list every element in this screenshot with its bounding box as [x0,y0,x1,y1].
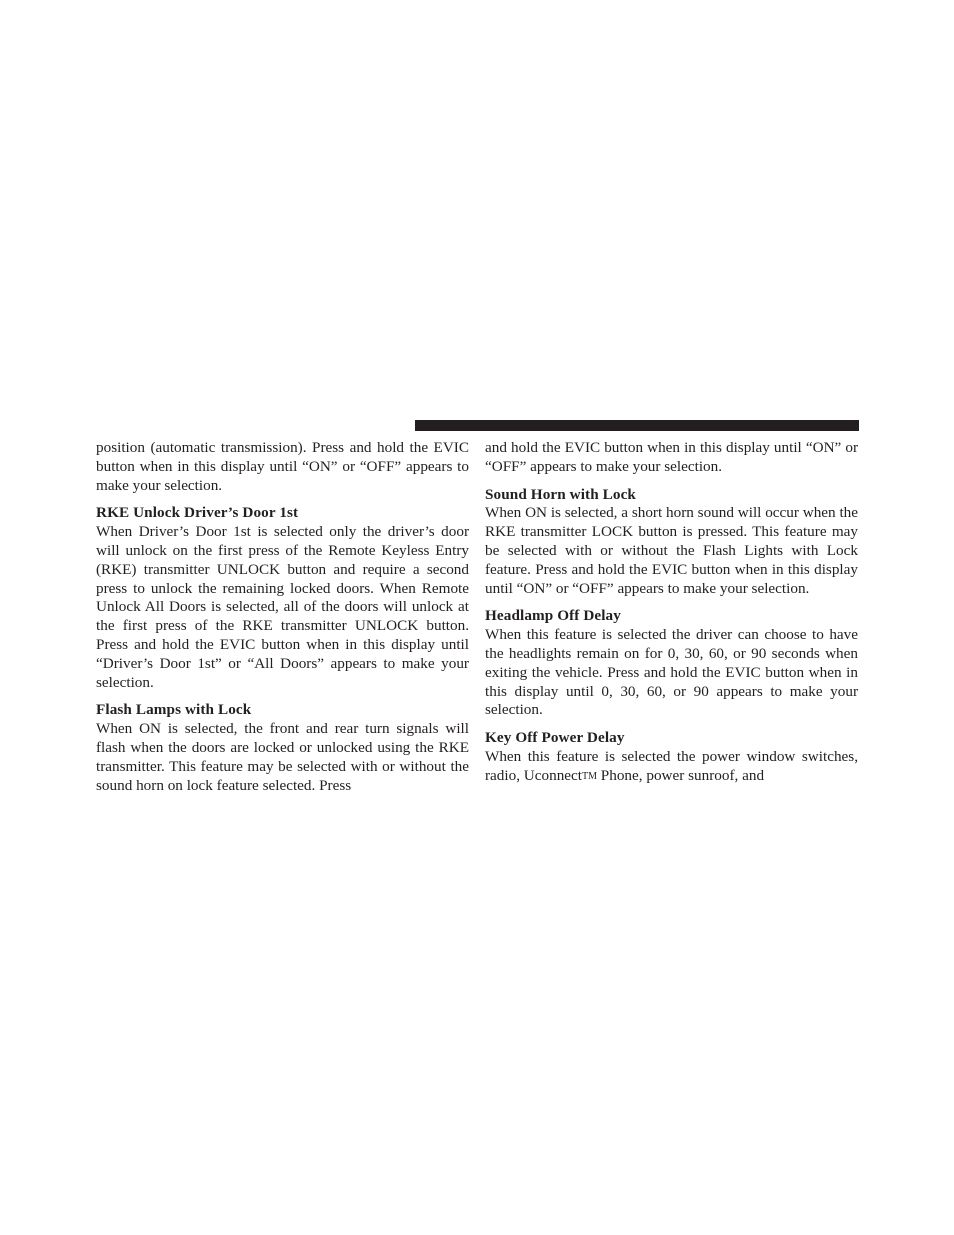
paragraph-headlamp-off-delay: When this feature is selected the driver can choose to have the headlights remain on for 0, 30, 60, or 90 seconds when exiting the vehicle. Press and hold the EVIC button when in this display until 0, 30, 60, or 90 appears to make your selection. [485,626,858,719]
paragraph-rke-unlock-drivers-door: When Driver’s Door 1st is selected only the driver’s door will unlock on the first press of the Remote Keyless Entry (RKE) transmitter UNLOCK button and require a second press to unlock the remaining locked doors. When Remote Unlock All Doors is selected, all of the doors will unlock at the first press of the RKE transmitter UNLOCK button. Press and hold the EVIC button when in this display until “Driver’s Door 1st” or “All Doors” appears to make your selection. [96,523,469,691]
trademark-mark: TM [582,770,597,782]
key-off-text-start: When this feature is selected the power window switches, radio, Uconnect [485,747,858,784]
paragraph-flash-lamps-with-lock: When ON is selected, the front and rear turn signals will flash when the doors are locked or unlocked using the RKE transmitter. This feature may be selected with or without the sound horn on lock feature selected. Press [96,720,469,794]
heading-rke-unlock-drivers-door: RKE Unlock Driver’s Door 1st [96,504,299,522]
heading-headlamp-off-delay: Headlamp Off Delay [485,607,621,625]
right-intro-paragraph: and hold the EVIC button when in this display until “ON” or “OFF” appears to make your selection. [485,439,858,475]
heading-flash-lamps-with-lock: Flash Lamps with Lock [96,701,252,719]
left-column [96,439,469,795]
right-column [485,439,858,787]
key-off-text-end: Phone, power sunroof, and [597,766,765,784]
heading-key-off-power-delay: Key Off Power Delay [485,729,625,747]
left-intro-paragraph: position (automatic transmission). Press and hold the EVIC button when in this display until “ON” or “OFF” appears to make your selection. [96,439,469,494]
paragraph-sound-horn-with-lock: When ON is selected, a short horn sound will occur when the RKE transmitter LOCK button is pressed. This feature may be selected with or without the Flash Lights with Lock feature. Press and hold the EVIC button when in this display until “ON” or “OFF” appears to make your selection. [485,504,858,597]
paragraph-key-off-power-delay [485,748,858,787]
heading-sound-horn-with-lock: Sound Horn with Lock [485,485,636,503]
header-bar [415,420,859,431]
